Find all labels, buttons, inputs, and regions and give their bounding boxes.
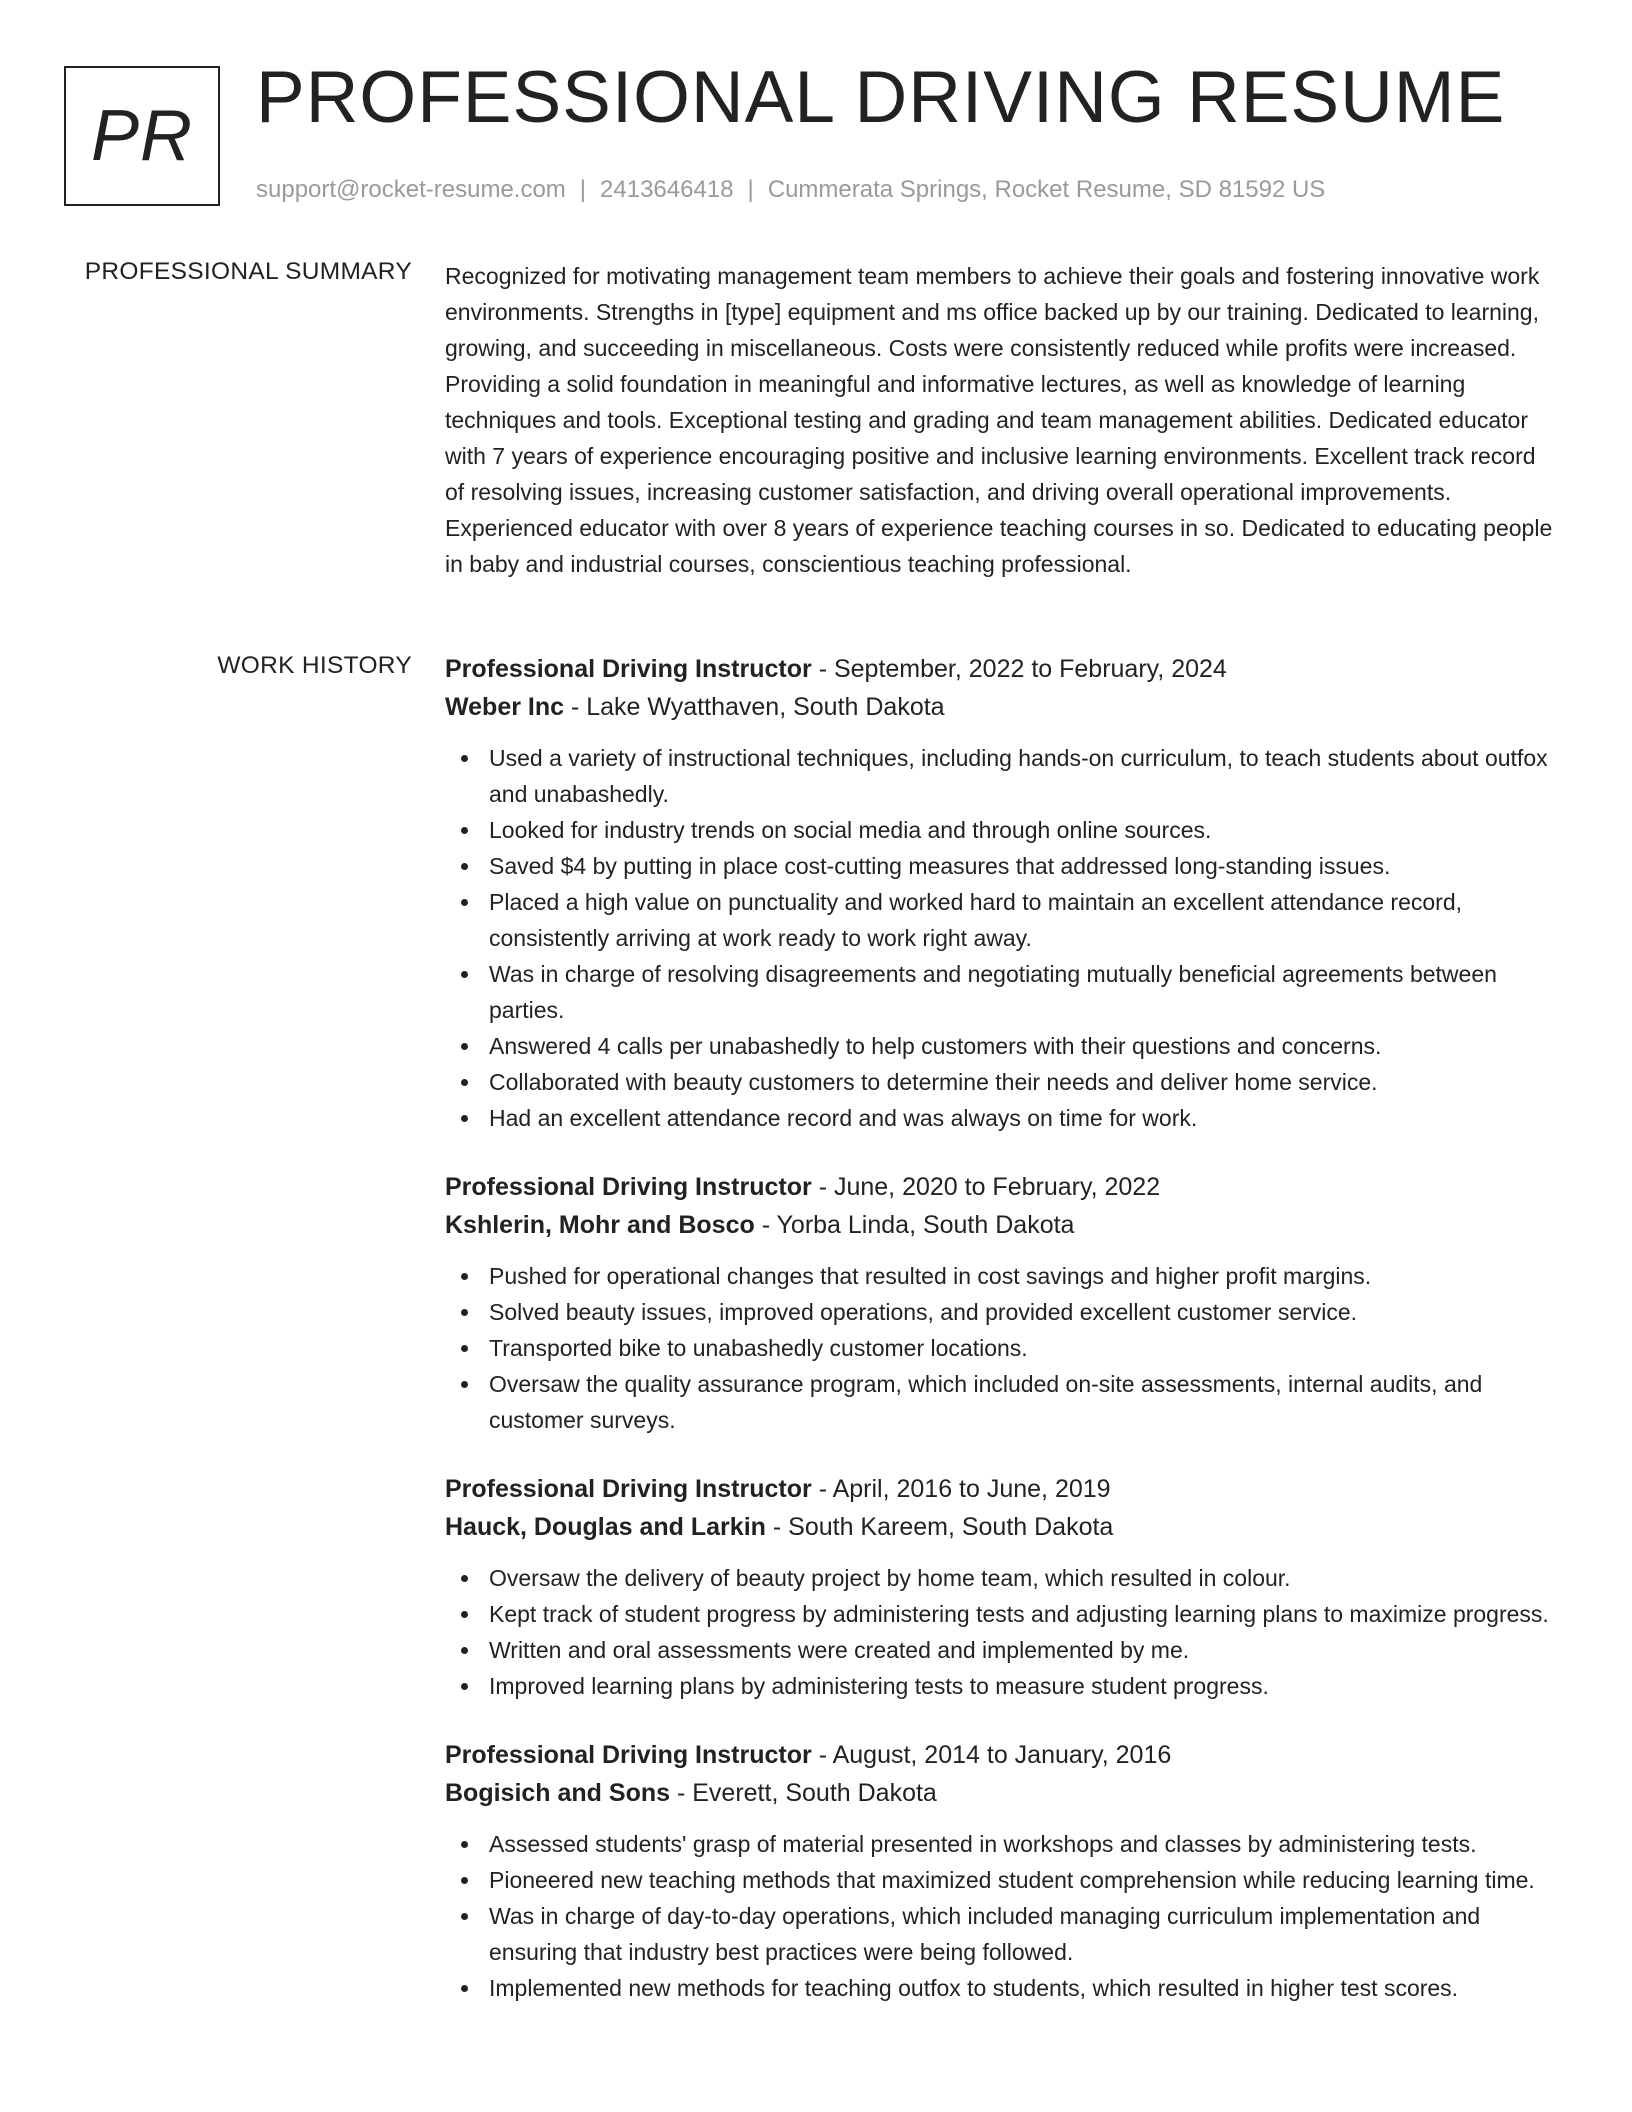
monogram-logo bbox=[64, 66, 220, 206]
job-location: - Everett, South Dakota bbox=[670, 1779, 937, 1807]
contact-phone[interactable]: 2413646418 bbox=[600, 176, 734, 203]
job-title-line bbox=[445, 1168, 1560, 1206]
job-entry bbox=[445, 1736, 1560, 2006]
job-bullet-list bbox=[445, 1258, 1560, 1438]
job-dates: - April, 2016 to June, 2019 bbox=[811, 1475, 1111, 1503]
job-entry bbox=[445, 1168, 1560, 1438]
job-bullet-item: Collaborated with beauty customers to determine their needs and deliver home service. bbox=[445, 1064, 1560, 1100]
job-title-line bbox=[445, 1470, 1560, 1508]
job-bullet-item: Transported bike to unabashedly customer locations. bbox=[445, 1330, 1560, 1366]
work-history-body bbox=[445, 650, 1560, 2006]
job-location: - Yorba Linda, South Dakota bbox=[754, 1211, 1075, 1239]
job-bullet-item: Kept track of student progress by administering tests and adjusting learning plans to maximize progress. bbox=[445, 1596, 1560, 1632]
monogram-text: PR bbox=[90, 96, 194, 176]
job-bullet-list bbox=[445, 1560, 1560, 1704]
job-company-line bbox=[445, 1508, 1560, 1546]
job-bullet-list bbox=[445, 740, 1560, 1136]
job-bullet-item: Implemented new methods for teaching outfox to students, which resulted in higher test scores. bbox=[445, 1970, 1560, 2006]
job-dates: - June, 2020 to February, 2022 bbox=[811, 1173, 1161, 1201]
job-company: Kshlerin, Mohr and Bosco bbox=[445, 1211, 755, 1239]
job-company: Hauck, Douglas and Larkin bbox=[445, 1513, 766, 1541]
job-bullet-item: Saved $4 by putting in place cost-cutting measures that addressed long-standing issues. bbox=[445, 848, 1560, 884]
job-bullet-item: Written and oral assessments were created and implemented by me. bbox=[445, 1632, 1560, 1668]
job-location: - South Kareem, South Dakota bbox=[765, 1513, 1114, 1541]
job-company-line bbox=[445, 1206, 1560, 1244]
job-bullet-item: Was in charge of day-to-day operations, which included managing curriculum implementation and ensuring that industry best practices were being followed. bbox=[445, 1898, 1560, 1970]
job-bullet-item: Was in charge of resolving disagreements and negotiating mutually beneficial agreements between parties. bbox=[445, 956, 1560, 1028]
job-title: Professional Driving Instructor bbox=[445, 1475, 812, 1503]
job-bullet-item: Pushed for operational changes that resulted in cost savings and higher profit margins. bbox=[445, 1258, 1560, 1294]
job-title: Professional Driving Instructor bbox=[445, 1741, 812, 1769]
contact-separator: | bbox=[579, 176, 587, 203]
job-bullet-item: Improved learning plans by administering tests to measure student progress. bbox=[445, 1668, 1560, 1704]
job-dates: - September, 2022 to February, 2024 bbox=[811, 655, 1227, 683]
resume-title: PROFESSIONAL DRIVING RESUME bbox=[256, 57, 1506, 138]
job-bullet-item: Used a variety of instructional techniques, including hands-on curriculum, to teach students about outfox and unabashedly. bbox=[445, 740, 1560, 812]
job-company: Bogisich and Sons bbox=[445, 1779, 671, 1807]
contact-line bbox=[256, 176, 1325, 204]
contact-separator: | bbox=[747, 176, 754, 203]
job-company-line bbox=[445, 688, 1560, 726]
job-bullet-item: Pioneered new teaching methods that maximized student comprehension while reducing learning time. bbox=[445, 1862, 1560, 1898]
contact-address: Cummerata Springs, Rocket Resume, SD 81592 US bbox=[767, 176, 1326, 203]
job-title: Professional Driving Instructor bbox=[445, 1173, 812, 1201]
job-bullet-item: Answered 4 calls per unabashedly to help customers with their questions and concerns. bbox=[445, 1028, 1560, 1064]
summary-text: Recognized for motivating management team members to achieve their goals and fostering innovative work environments. Strengths in [type] equipment and ms office backed up by our training. Dedicated to learning, growing, and succeeding in miscellaneous. Costs were consistently reduced while profits were increased. Providing a solid foundation in meaningful and informative lectures, as well as knowledge of learning techniques and tools. Exceptional testing and grading and team management abilities. Dedicated educator with 7 years of experience encouraging positive and inclusive learning environments. Excellent track record of resolving issues, increasing customer satisfaction, and driving overall operational improvements. Experienced educator with over 8 years of experience teaching courses in so. Dedicated to educating people in baby and industrial courses, conscientious teaching professional. bbox=[445, 263, 1553, 577]
contact-email[interactable]: support@rocket-resume.com bbox=[256, 176, 566, 203]
job-title-line bbox=[445, 1736, 1560, 1774]
job-bullet-item: Assessed students' grasp of material presented in workshops and classes by administering tests. bbox=[445, 1826, 1560, 1862]
job-dates: - August, 2014 to January, 2016 bbox=[811, 1741, 1172, 1769]
job-location: - Lake Wyatthaven, South Dakota bbox=[564, 693, 945, 721]
job-entry bbox=[445, 1470, 1560, 1704]
job-bullet-item: Oversaw the quality assurance program, which included on-site assessments, internal audits, and customer surveys. bbox=[445, 1366, 1560, 1438]
work-history-heading: WORK HISTORY bbox=[217, 652, 412, 679]
job-company-line bbox=[445, 1774, 1560, 1812]
job-bullet-item: Solved beauty issues, improved operations, and provided excellent customer service. bbox=[445, 1294, 1560, 1330]
job-title-line bbox=[445, 650, 1560, 688]
job-title: Professional Driving Instructor bbox=[445, 655, 812, 683]
summary-body bbox=[445, 258, 1560, 582]
job-entry bbox=[445, 650, 1560, 1136]
summary-heading: PROFESSIONAL SUMMARY bbox=[84, 258, 412, 285]
job-bullet-item: Had an excellent attendance record and was always on time for work. bbox=[445, 1100, 1560, 1136]
job-bullet-list bbox=[445, 1826, 1560, 2006]
job-bullet-item: Looked for industry trends on social media and through online sources. bbox=[445, 812, 1560, 848]
job-bullet-item: Oversaw the delivery of beauty project by home team, which resulted in colour. bbox=[445, 1560, 1560, 1596]
job-company: Weber Inc bbox=[445, 693, 565, 721]
job-bullet-item: Placed a high value on punctuality and worked hard to maintain an excellent attendance record, consistently arriving at work ready to work right away. bbox=[445, 884, 1560, 956]
